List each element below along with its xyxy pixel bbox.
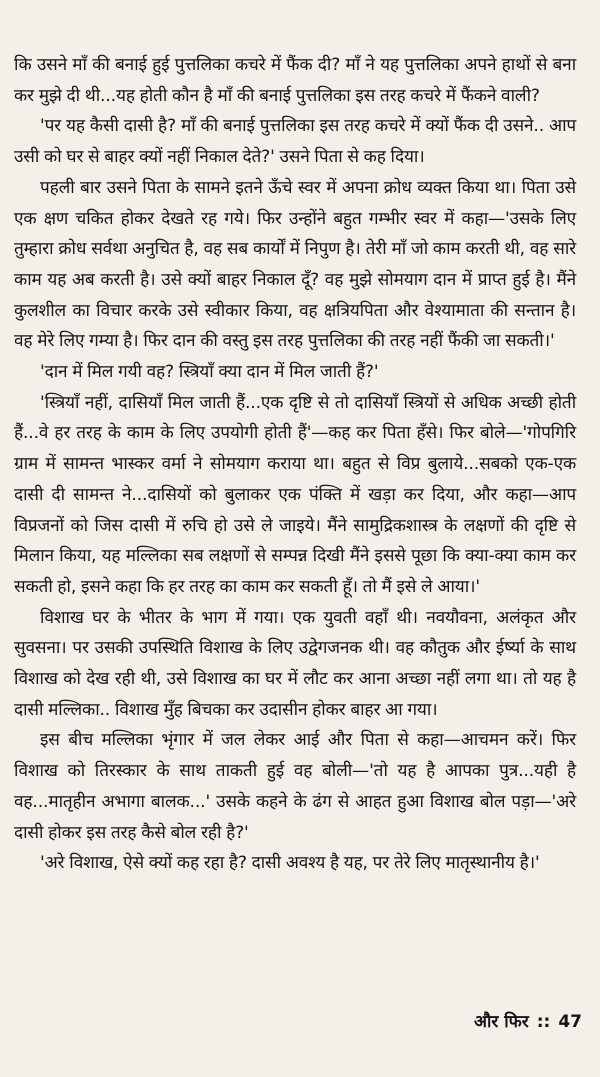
paragraph-1: कि उसने माँ की बनाई हुई पुत्तलिका कचरे में फैंक दी? माँ ने यह पुत्तलिका अपने हाथों से बना कर मुझे दी थी...यह होती कौन है माँ की बनाई पुत्तलिका इस तरह कचरे में फैंकने वाली? [14,55,576,106]
running-title: और फिर [473,1012,529,1032]
paragraph-7: इस बीच मल्लिका भृंगार में जल लेकर आई और पिता से कहा—आचमन करें। फिर विशाख को तिरस्कार के साथ ताकती हुई वह बोली—'तो यह है आपका पुत्र...यही है वह...मातृहीन अभागा बालक...' उसके कहने के ढंग से आहत हुआ विशाख बोल पड़ा—'अरे दासी होकर इस तरह कैसे बोल रही है?' [14,730,576,843]
page-number: 47 [558,1012,582,1032]
page-footer [474,1011,582,1033]
footer-separator: :: [536,1012,551,1032]
paragraph-2: 'पर यह कैसी दासी है? माँ की बनाई पुत्तलिका इस तरह कचरे में क्यों फैंक दी उसने.. आप उसी को घर से बाहर क्यों नहीं निकाल देते?' उसने पिता से कह दिया। [14,116,576,168]
body-text [14,50,576,879]
paragraph-3: पहली बार उसने पिता के सामने इतने ऊँचे स्वर में अपना क्रोध व्यक्त किया था। पिता उसे एक क्षण चकित होकर देखते रह गये। फिर उन्होंने बहुत गम्भीर स्वर में कहा—'उसके लिए तुम्हारा क्रोध सर्वथा अनुचित है, वह सब कार्यों में निपुण है। तेरी माँ जो काम करती थी, वह सारे काम यह अब करती है। उसे क्यों बाहर निकाल दूँ? वह मुझे सोमयाग दान में प्राप्त हुई है। मैंने कुलशील का विचार करके उसे स्वीकार किया, वह क्षत्रियपिता और वेश्यामाता की सन्तान है। वह मेरे लिए गम्या है। फिर दान की वस्तु इस तरह पुत्तलिका की तरह नहीं फैंकी जा सकती।' [14,177,576,352]
paragraph-4: 'दान में मिल गयी वह? स्त्रियाँ क्या दान में मिल जाती हैं?' [40,362,379,383]
paragraph-8: 'अरे विशाख, ऐसे क्यों कह रहा है? दासी अवश्य है यह, पर तेरे लिए मातृस्थानीय है।' [40,853,540,874]
paragraph-6: विशाख घर के भीतर के भाग में गया। एक युवती वहाँ थी। नवयौवना, अलंकृत और सुवसना। पर उसकी उपस्थिति विशाख के लिए उद्वेगजनक थी। वह कौतुक और ईर्ष्या के साथ विशाख को देख रही थी, उसे विशाख का घर में लौट कर आना अच्छा नहीं लगा था। तो यह है दासी मल्लिका.. विशाख मुँह बिचका कर उदासीन होकर बाहर आ गया। [14,607,576,720]
paragraph-5: 'स्त्रियाँ नहीं, दासियाँ मिल जाती हैं...एक दृष्टि से तो दासियाँ स्त्रियों से अधिक अच्छी होती हैं...वे हर तरह के काम के लिए उपयोगी होती हैं'—कह कर पिता हँसे। फिर बोले—'गोपगिरि ग्राम में सामन्त भास्कर वर्मा ने सोमयाग कराया था। बहुत से विप्र बुलाये...सबको एक-एक दासी दी सामन्त ने...दासियों को बुलाकर एक पंक्ति में खड़ा कर दिया, और कहा—आप विप्रजनों को जिस दासी में रुचि हो उसे ले जाइये। मैंने सामुद्रिकशास्त्र के लक्षणों की दृष्टि से मिलान किया, यह मल्लिका सब लक्षणों से सम्पन्न दिखी मैंने इससे पूछा कि क्या-क्या काम कर सकती हो, इसने कहा कि हर तरह का काम कर सकती हूँ। तो मैं इसे ले आया।' [14,392,576,597]
